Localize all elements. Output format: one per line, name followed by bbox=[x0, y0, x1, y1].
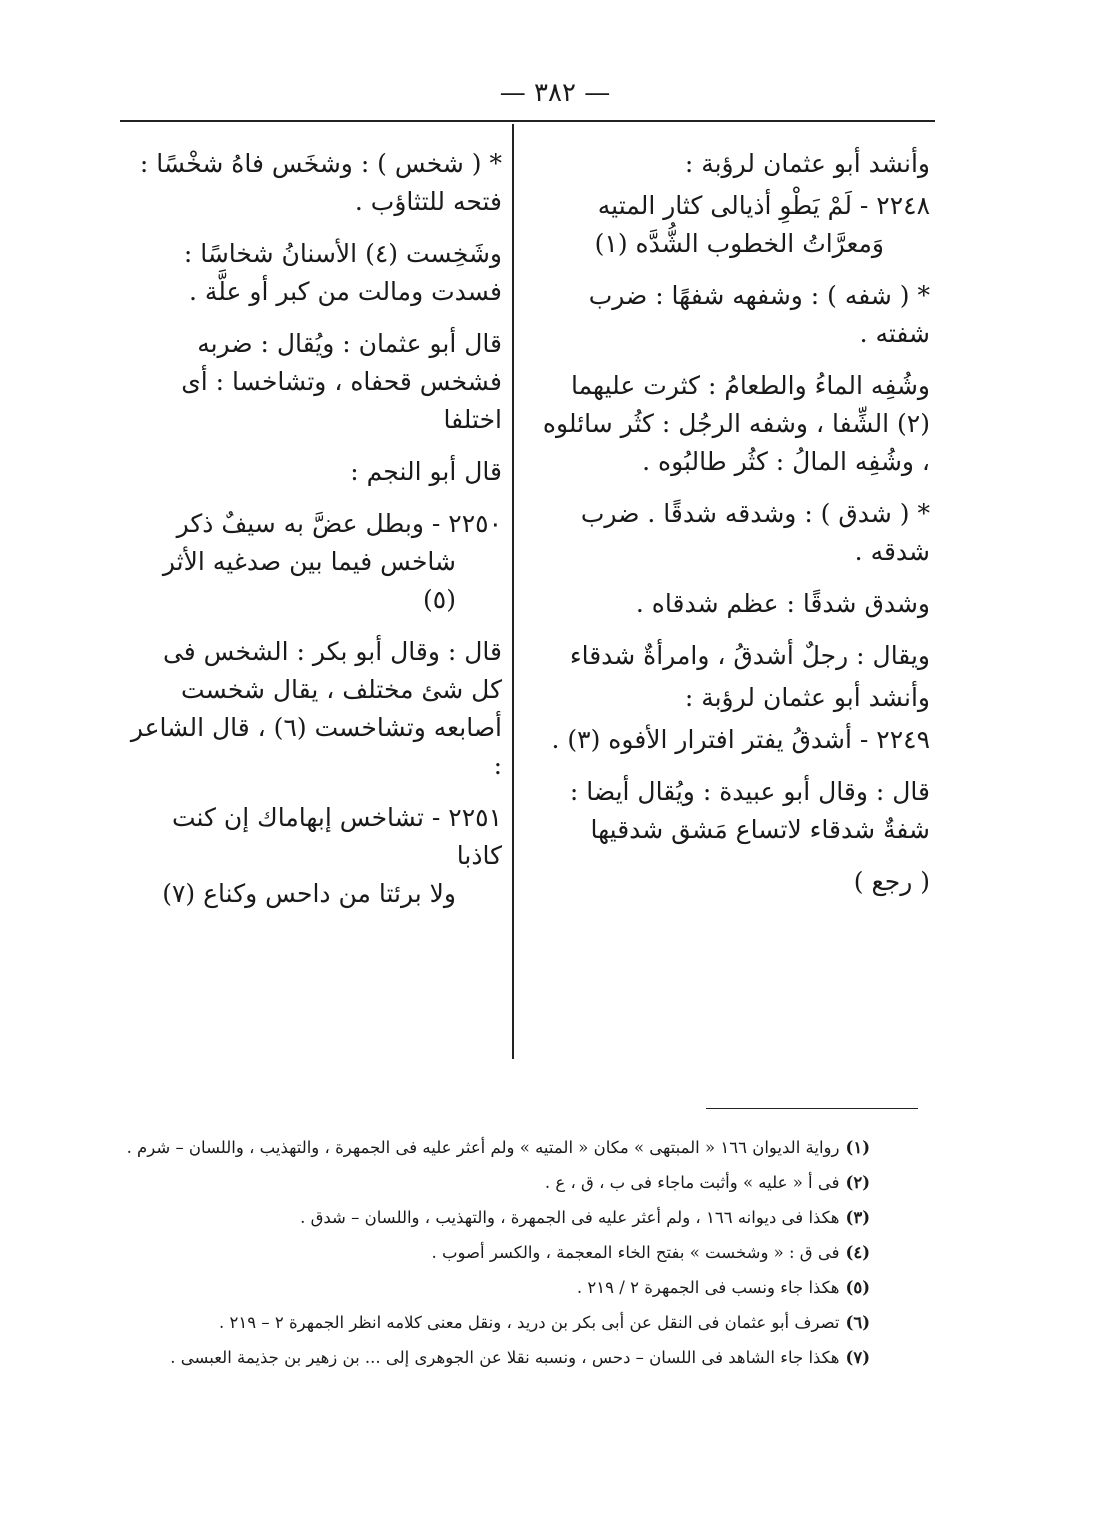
entry-shafah: * ( شفه ) : وشفهه شفهًا : ضرب شفته . bbox=[588, 281, 930, 348]
column-divider bbox=[512, 124, 514, 1059]
paragraph: قال : وقال أبو عبيدة : ويُقال أيضا : شفةٌ شدقاء لاتساع مَشق شدقيها bbox=[569, 777, 930, 844]
footnote bbox=[120, 1305, 870, 1340]
paragraph: قال أبو عثمان : ويُقال : ضربه فشخس قحفاه ، وتشاخسا : أى اختلفا bbox=[181, 329, 502, 434]
paragraph: قال أبو النجم : bbox=[350, 457, 502, 486]
footnote bbox=[120, 1200, 870, 1235]
footnote-number: (٦) bbox=[845, 1313, 870, 1332]
footnote bbox=[120, 1270, 870, 1305]
footnote-text: فى ق : « وشخست » بفتح الخاء المعجمة ، والكسر أصوب . bbox=[431, 1243, 840, 1262]
left-column bbox=[130, 145, 502, 927]
footnote-text: فى أ « عليه » وأثبت ماجاء فى ب ، ق ، ع . bbox=[544, 1173, 840, 1192]
paragraph: ( رجع ) bbox=[853, 867, 930, 896]
paragraph: وشَخِست (٤) الأسنانُ شخاسًا : فسدت ومالت من كبر أو علَّة . bbox=[183, 239, 502, 306]
paragraph: قال : وقال أبو بكر : الشخس فى كل شئ مختلف ، يقال شخست أصابعه وتشاخست (٦) ، قال الشاعر : bbox=[130, 637, 502, 780]
entry-shadaq: * ( شدق ) : وشدقه شدقًا . ضرب شدقه . bbox=[580, 499, 930, 566]
paragraph: وأنشد أبو عثمان لرؤبة : bbox=[684, 683, 930, 712]
verse-line: ٢٢٤٨ - لَمْ يَطْوِ أذيالى كثار المتيه bbox=[597, 191, 930, 220]
paragraph: وأنشد أبو عثمان لرؤبة : bbox=[684, 149, 930, 178]
footnote bbox=[120, 1130, 870, 1165]
footnote-number: (١) bbox=[845, 1138, 870, 1157]
footnote bbox=[120, 1235, 870, 1270]
paragraph: وشُفِه الماءُ والطعامُ : كثرت عليهما (٢) الشِّفا ، وشفه الرجُل : كثُر سائلوه ، وشُفِه المالُ : كثُر طالبُوه . bbox=[542, 371, 930, 476]
footnote-text: هكذا جاء الشاهد فى اللسان – دحس ، ونسبه نقلا عن الجوهرى إلى ... بن زهير بن جذيمة العبسى . bbox=[170, 1348, 840, 1367]
footnote-text: هكذا جاء ونسب فى الجمهرة ٢ / ٢١٩ . bbox=[576, 1278, 840, 1297]
footnote bbox=[120, 1340, 870, 1375]
entry-shakhas: * ( شخس ) : وشخَس فاهُ شخْسًا : فتحه للتثاؤب . bbox=[139, 149, 502, 216]
verse-2250 bbox=[130, 505, 502, 619]
header-rule bbox=[120, 120, 935, 122]
verse-2248 bbox=[540, 187, 930, 263]
footnote-text: تصرف أبو عثمان فى النقل عن أبى بكر بن دريد ، ونقل معنى كلامه انظر الجمهرة ٢ – ٢١٩ . bbox=[218, 1313, 840, 1332]
verse-line: شاخس فيما بين صدغيه الأثر (٥) bbox=[162, 547, 456, 614]
footnote-number: (٧) bbox=[845, 1348, 870, 1367]
footnote-number: (٤) bbox=[845, 1243, 870, 1262]
verse-line: ٢٢٥١ - تشاخس إبهاماك إن كنت كاذبا bbox=[171, 803, 502, 870]
footnote bbox=[120, 1165, 870, 1200]
right-column bbox=[540, 145, 930, 915]
footnote-text: هكذا فى ديوانه ١٦٦ ، ولم أعثر عليه فى الجمهرة ، والتهذيب ، واللسان – شدق . bbox=[300, 1208, 840, 1227]
verse-line: ٢٢٥٠ - وبطل عضَّ به سيفٌ ذكر bbox=[176, 509, 502, 538]
verse-2251 bbox=[130, 799, 502, 913]
page-number: — ٣٨٢ — bbox=[499, 78, 611, 108]
footnotes bbox=[120, 1130, 870, 1375]
verse-2249: ٢٢٤٩ - أشدقُ يفتر افترار الأفوه (٣) . bbox=[551, 725, 930, 754]
footnote-number: (٢) bbox=[845, 1173, 870, 1192]
verse-line: ولا برئتا من داحس وكناع (٧) bbox=[162, 879, 456, 908]
footnote-number: (٥) bbox=[845, 1278, 870, 1297]
paragraph: وشدق شدقًا : عظم شدقاه . bbox=[635, 589, 930, 618]
verse-line: وَمعرَّاتُ الخطوب الشُّدَّه (١) bbox=[594, 229, 884, 258]
footnote-number: (٣) bbox=[845, 1208, 870, 1227]
paragraph: ويقال : رجلٌ أشدقُ ، وامرأةٌ شدقاء bbox=[569, 641, 930, 670]
footnote-rule bbox=[706, 1108, 918, 1109]
footnote-text: رواية الديوان ١٦٦ « المبتهى » مكان « المتيه » ولم أعثر عليه فى الجمهرة ، والتهذيب ، واللسان – شرم . bbox=[126, 1138, 840, 1157]
